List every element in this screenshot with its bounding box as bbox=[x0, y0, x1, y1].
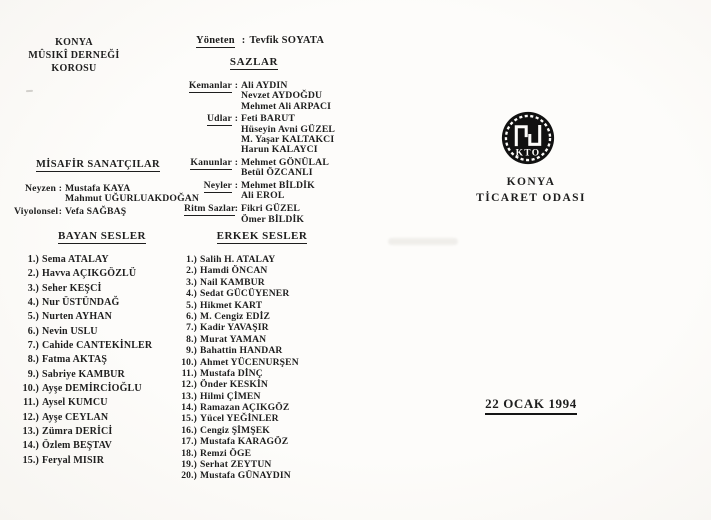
item-number: 12.) bbox=[181, 379, 197, 391]
person-name: Cengiz ŞİMŞEK bbox=[200, 424, 270, 436]
group-label bbox=[184, 102, 232, 112]
scan-speck bbox=[26, 90, 33, 92]
voice-list-item bbox=[20, 397, 190, 411]
person-name: Ayşe CEYLAN bbox=[42, 411, 109, 423]
item-number: 2.) bbox=[27, 268, 39, 280]
label-colon: : bbox=[234, 180, 239, 192]
label-colon bbox=[232, 135, 241, 145]
person-name: Mehmet GÖNÜLAL bbox=[241, 157, 329, 169]
voice-list-item bbox=[20, 311, 190, 325]
person-name: Ahmet YÜCENURŞEN bbox=[200, 356, 299, 368]
item-number: 13.) bbox=[181, 390, 197, 402]
person-name: Yücel YEĞİNLER bbox=[200, 413, 279, 425]
group-label: Kemanlar bbox=[188, 80, 232, 91]
org-title-line3: KOROSU bbox=[51, 63, 97, 74]
person-line bbox=[184, 145, 364, 155]
person-name: Fatma AKTAŞ bbox=[42, 354, 108, 366]
person-line bbox=[14, 194, 204, 204]
label-colon bbox=[232, 145, 241, 155]
group-label bbox=[184, 125, 232, 135]
item-number: 3.) bbox=[27, 282, 39, 294]
voice-list-item bbox=[20, 354, 190, 368]
person-name: Mehmet Ali ARPACI bbox=[241, 100, 332, 112]
label-colon: : bbox=[234, 203, 239, 215]
group-label: Neyler bbox=[203, 180, 232, 192]
guest-artists-heading: MİSAFİR SANATÇILAR bbox=[36, 159, 160, 170]
svg-text:KTO: KTO bbox=[515, 148, 541, 159]
voice-list-item bbox=[20, 340, 190, 354]
chamber-name-line1: KONYA bbox=[506, 176, 556, 188]
voice-list-item bbox=[178, 345, 348, 356]
person-name: Mahmut UĞURLUAKDOĞAN bbox=[65, 193, 200, 205]
female-voices-heading: BAYAN SESLER bbox=[57, 230, 147, 242]
item-number: 10.) bbox=[181, 356, 197, 368]
chamber-name bbox=[466, 175, 596, 206]
voice-list-item bbox=[178, 322, 348, 333]
person-name: Remzi ÖGE bbox=[200, 447, 252, 459]
person-line bbox=[184, 191, 364, 201]
scan-smudge bbox=[388, 238, 458, 245]
person-name: Sabriye KAMBUR bbox=[42, 368, 125, 380]
person-name: Mehmet BİLDİK bbox=[241, 180, 315, 192]
voice-list-item bbox=[178, 311, 348, 322]
person-name: Mustafa DİNÇ bbox=[200, 367, 263, 379]
item-number: 4.) bbox=[186, 288, 197, 300]
person-name: Hilmi ÇİMEN bbox=[200, 390, 261, 402]
person-name: Nurten AYHAN bbox=[42, 311, 113, 323]
voice-list-item bbox=[178, 402, 348, 413]
person-name: Ali AYDIN bbox=[241, 80, 288, 91]
group-label: Viyolonsel bbox=[14, 206, 59, 218]
group-label bbox=[184, 168, 232, 178]
item-number: 13.) bbox=[22, 426, 39, 438]
item-number: 18.) bbox=[181, 447, 197, 459]
voice-list-item bbox=[20, 254, 190, 268]
person-name: Seher KEŞCİ bbox=[42, 282, 102, 294]
person-line bbox=[14, 207, 204, 217]
label-colon bbox=[232, 125, 241, 135]
item-number: 10.) bbox=[22, 383, 39, 395]
voice-list-item bbox=[178, 448, 348, 459]
voice-list-item bbox=[178, 277, 348, 288]
person-name: Ali EROL bbox=[241, 190, 285, 202]
person-name: Mustafa KARAGÖZ bbox=[200, 436, 289, 448]
person-name: Nevin USLU bbox=[42, 325, 98, 337]
voice-list-item bbox=[20, 412, 190, 426]
voice-list-item bbox=[178, 413, 348, 424]
person-name: Feryal MISIR bbox=[42, 454, 105, 466]
label-colon bbox=[232, 102, 241, 112]
person-name: Önder KESKİN bbox=[200, 379, 268, 391]
group-label: Udlar bbox=[207, 113, 232, 125]
instruments-list bbox=[184, 81, 364, 225]
male-voices-heading: ERKEK SESLER bbox=[216, 230, 308, 242]
item-number: 15.) bbox=[22, 454, 39, 466]
person-group bbox=[14, 207, 204, 217]
item-number: 19.) bbox=[181, 459, 197, 471]
kto-chamber-logo-icon bbox=[501, 111, 555, 165]
voice-list-item bbox=[20, 326, 190, 340]
item-number: 8.) bbox=[186, 333, 197, 345]
item-number: 4.) bbox=[27, 297, 39, 309]
item-number: 7.) bbox=[27, 340, 39, 352]
label-colon bbox=[232, 168, 241, 178]
voice-list-item bbox=[178, 425, 348, 436]
item-number: 15.) bbox=[181, 413, 197, 425]
person-name: Cahide CANTEKİNLER bbox=[42, 340, 153, 352]
group-label bbox=[184, 91, 232, 101]
group-label: Neyzen bbox=[24, 183, 56, 194]
person-line bbox=[184, 215, 364, 225]
person-name: Ramazan AÇIKGÖZ bbox=[200, 402, 290, 414]
voice-list-item bbox=[178, 459, 348, 470]
person-name: Ayşe DEMİRCİOĞLU bbox=[42, 383, 142, 395]
person-name: Murat YAMAN bbox=[200, 333, 267, 345]
group-label bbox=[184, 145, 232, 155]
person-group bbox=[184, 114, 364, 155]
person-name: Bahattin HANDAR bbox=[200, 345, 283, 357]
item-number: 14.) bbox=[181, 402, 197, 414]
person-name: Mustafa GÜNAYDIN bbox=[200, 470, 291, 482]
person-name: Kadir YAVAŞIR bbox=[200, 322, 269, 334]
org-title-line1: KONYA bbox=[55, 37, 93, 48]
person-name: Hamdi ÖNCAN bbox=[200, 265, 268, 277]
item-number: 17.) bbox=[181, 436, 197, 448]
person-name: Nur ÜSTÜNDAĞ bbox=[42, 297, 120, 309]
label-colon bbox=[232, 91, 241, 101]
person-name: Harun KALAYCI bbox=[241, 144, 318, 156]
item-number: 12.) bbox=[22, 411, 39, 423]
person-name: Vefa SAĞBAŞ bbox=[65, 206, 127, 218]
group-label bbox=[184, 135, 232, 145]
person-name: Salih H. ATALAY bbox=[200, 254, 276, 265]
label-colon bbox=[56, 194, 65, 204]
male-voices-list bbox=[178, 254, 348, 482]
org-title bbox=[18, 36, 130, 75]
voice-list-item bbox=[178, 265, 348, 276]
person-name: Hikmet KART bbox=[200, 299, 263, 311]
person-name: Aysel KUMCU bbox=[42, 397, 108, 409]
voice-list-item bbox=[20, 455, 190, 469]
label-colon: : bbox=[234, 80, 239, 91]
person-name: Serhat ZEYTUN bbox=[200, 459, 272, 471]
voice-list-item bbox=[178, 368, 348, 379]
voice-list-item bbox=[178, 334, 348, 345]
voice-list-item bbox=[20, 283, 190, 297]
item-number: 11.) bbox=[23, 397, 39, 409]
item-number: 16.) bbox=[181, 424, 197, 436]
person-name: Zümra DERİCİ bbox=[42, 426, 113, 438]
person-group bbox=[14, 184, 204, 205]
voice-list-item bbox=[20, 383, 190, 397]
label-colon: : bbox=[234, 113, 239, 125]
person-name: Feti BARUT bbox=[241, 113, 295, 125]
label-colon: : bbox=[58, 183, 63, 194]
voice-list-item bbox=[20, 268, 190, 282]
voice-list-item bbox=[20, 440, 190, 454]
voice-list-item bbox=[178, 288, 348, 299]
item-number: 5.) bbox=[27, 311, 39, 323]
chamber-name-line2: TİCARET ODASI bbox=[476, 191, 586, 204]
person-name: Mustafa KAYA bbox=[65, 183, 131, 194]
item-number: 9.) bbox=[186, 345, 197, 357]
label-colon: : bbox=[234, 157, 239, 169]
voice-list-item bbox=[178, 379, 348, 390]
person-name: Sedat GÜCÜYENER bbox=[200, 288, 290, 300]
person-name: M. Yaşar KALTAKCI bbox=[241, 133, 335, 145]
voice-list-item bbox=[20, 426, 190, 440]
voice-list-item bbox=[178, 436, 348, 447]
person-name: Havva AÇIKGÖZLÜ bbox=[42, 268, 137, 280]
person-name: Ömer BİLDİK bbox=[241, 213, 305, 225]
label-colon: : bbox=[58, 206, 63, 218]
voice-list-item bbox=[178, 391, 348, 402]
person-group bbox=[184, 81, 364, 112]
voice-list-item bbox=[178, 470, 348, 481]
person-group bbox=[184, 158, 364, 179]
item-number: 6.) bbox=[27, 325, 39, 337]
event-date: 22 OCAK 1994 bbox=[466, 396, 596, 412]
voice-list-item bbox=[178, 357, 348, 368]
person-name: Sema ATALAY bbox=[42, 254, 109, 265]
conductor-label: Yöneten bbox=[196, 35, 235, 46]
item-number: 1.) bbox=[186, 254, 197, 265]
guest-artists-list bbox=[14, 184, 204, 217]
item-number: 20.) bbox=[181, 470, 197, 482]
person-line bbox=[184, 102, 364, 112]
person-name: Nevzet AYDOĞDU bbox=[241, 90, 323, 102]
person-line bbox=[184, 168, 364, 178]
instruments-heading: SAZLAR bbox=[229, 56, 279, 68]
item-number: 9.) bbox=[27, 368, 39, 380]
person-group bbox=[184, 181, 364, 202]
item-number: 3.) bbox=[186, 276, 197, 288]
item-number: 11.) bbox=[181, 367, 197, 379]
item-number: 14.) bbox=[22, 440, 39, 452]
item-number: 1.) bbox=[27, 254, 39, 265]
voice-list-item bbox=[178, 300, 348, 311]
conductor-name: Tevfik SOYATA bbox=[249, 35, 325, 46]
voice-list-item bbox=[20, 297, 190, 311]
person-name: M. Cengiz EDİZ bbox=[200, 310, 271, 322]
group-label bbox=[14, 194, 56, 204]
female-voices-list bbox=[20, 254, 190, 469]
conductor-separator: : bbox=[241, 35, 246, 46]
item-number: 5.) bbox=[186, 299, 197, 311]
item-number: 2.) bbox=[186, 265, 197, 277]
org-title-line2: MÛSIKÎ DERNEĞİ bbox=[28, 50, 120, 61]
label-colon bbox=[232, 191, 241, 201]
person-name: Hüseyin Avni GÜZEL bbox=[241, 123, 336, 135]
conductor-line bbox=[196, 35, 324, 46]
item-number: 8.) bbox=[27, 354, 39, 366]
group-label: Ritm Sazlar bbox=[184, 203, 236, 215]
person-name: Betül ÖZCANLI bbox=[241, 167, 313, 179]
item-number: 7.) bbox=[186, 322, 197, 334]
item-number: 6.) bbox=[186, 310, 197, 322]
person-name: Nail KAMBUR bbox=[200, 276, 265, 288]
label-colon bbox=[232, 215, 241, 225]
voice-list-item bbox=[178, 254, 348, 265]
person-name: Özlem BEŞTAV bbox=[42, 440, 113, 452]
group-label: Kanunlar bbox=[190, 157, 232, 169]
person-group bbox=[184, 204, 364, 225]
person-name: Fikri GÜZEL bbox=[241, 203, 300, 215]
voice-list-item bbox=[20, 369, 190, 383]
